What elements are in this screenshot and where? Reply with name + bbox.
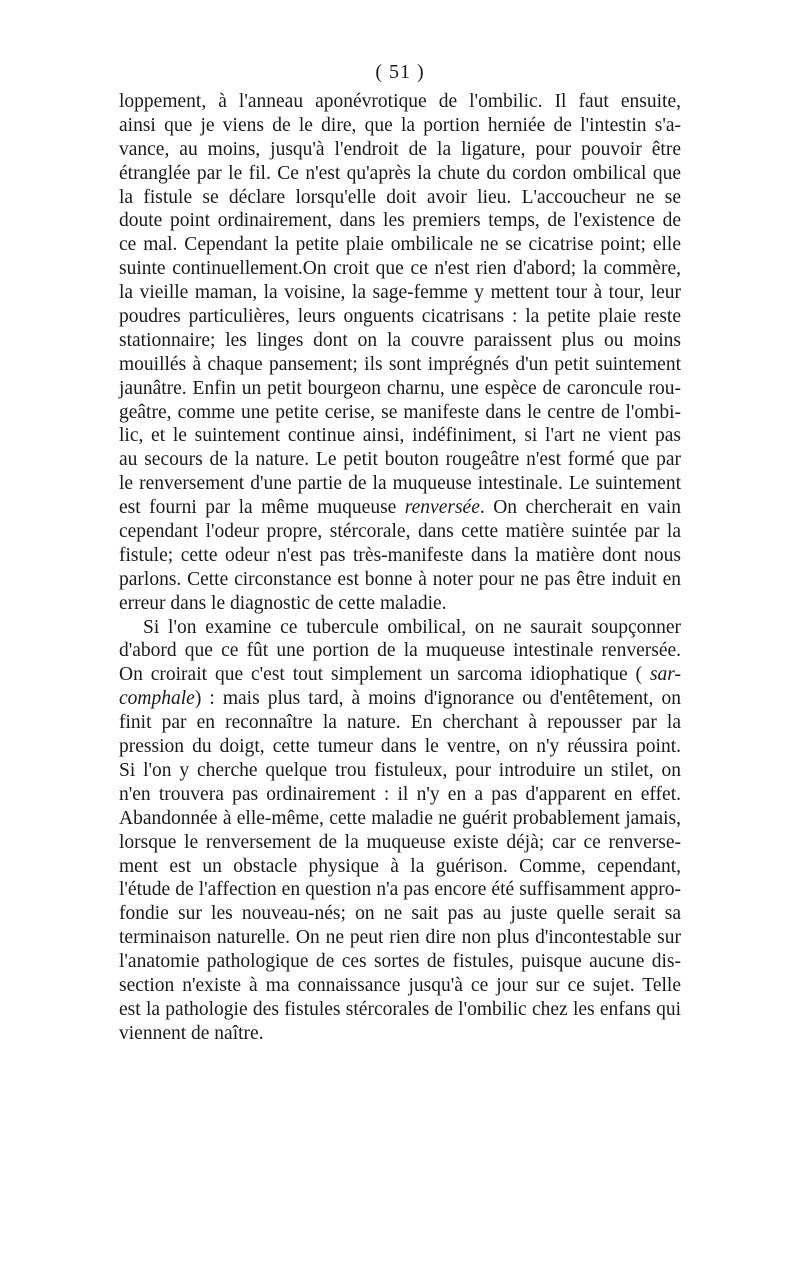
text-line: jaunâtre. Enfin un petit bourgeon charnu, une espèce de caroncule rou- [119, 377, 681, 399]
text-line: lic, et le suintement continue ainsi, indéfiniment, si l'art ne vient pas [119, 425, 681, 447]
text-line: cependant l'odeur propre, stércorale, dans cette matière suintée par la [119, 521, 681, 543]
italic-term: renversée [404, 497, 480, 519]
text-line: est la pathologie des fistules stércorales de l'ombilic chez les enfans qui [119, 998, 681, 1020]
text-line: terminaison naturelle. On ne peut rien dire non plus d'incontestable sur [119, 927, 681, 949]
text-line: fondie sur les nouveau-nés; on ne sait pas au juste quelle serait sa [119, 903, 681, 925]
text-line: stationnaire; les linges dont on la couvre paraissent plus ou moins [119, 329, 681, 351]
paragraph [119, 90, 681, 616]
text-line: suinte continuellement.On croit que ce n'est rien d'abord; la commère, [119, 258, 681, 280]
text-line: d'abord que ce fût une portion de la muqueuse intestinale renversée. [119, 640, 681, 662]
text-line: On croirait que c'est tout simplement un sarcoma idiophatique ( sar- [119, 664, 681, 686]
paragraph [119, 616, 681, 1046]
italic-term: comphale [119, 688, 195, 710]
text-line: la fistule se déclare lorsqu'elle doit avoir lieu. L'accoucheur ne se [119, 186, 681, 208]
text-line: mouillés à chaque pansement; ils sont imprégnés d'un petit suintement [119, 353, 681, 375]
text-line: ainsi que je viens de le dire, que la portion herniée de l'intestin s'a- [119, 114, 681, 136]
text-line: comphale) : mais plus tard, à moins d'ignorance ou d'entêtement, on [119, 688, 681, 710]
text-line: geâtre, comme une petite cerise, se manifeste dans le centre de l'ombi- [119, 401, 681, 423]
text-line: pression du doigt, cette tumeur dans le ventre, on n'y réussira point. [119, 736, 681, 758]
text-line: est fourni par la même muqueuse renversée. On chercherait en vain [119, 497, 681, 519]
text-line: loppement, à l'anneau aponévrotique de l'ombilic. Il faut ensuite, [119, 91, 681, 112]
text-line: Abandonnée à elle-même, cette maladie ne guérit probablement jamais, [119, 807, 681, 829]
text-line: lorsque le renversement de la muqueuse existe déjà; car ce renverse- [119, 831, 681, 853]
text-line: ment est un obstacle physique à la guérison. Comme, cependant, [119, 855, 681, 877]
text-line: la vieille maman, la voisine, la sage-femme y mettent tour à tour, leur [119, 282, 681, 304]
text-line: l'étude de l'affection en question n'a pas encore été suffisamment appro- [119, 879, 681, 901]
text-line: finit par en reconnaître la nature. En cherchant à repousser par la [119, 712, 681, 734]
text-line: parlons. Cette circonstance est bonne à noter pour ne pas être induit en [119, 568, 681, 590]
text-line: ce mal. Cependant la petite plaie ombilicale ne se cicatrise point; elle [119, 234, 681, 256]
text-line: erreur dans le diagnostic de cette maladie. [119, 592, 447, 614]
text-line: n'en trouvera pas ordinairement : il n'y en a pas d'apparent en effet. [119, 783, 681, 805]
page-number: ( 51 ) [375, 61, 425, 83]
text-line: au secours de la nature. Le petit bouton rougeâtre n'est formé que par [119, 449, 681, 471]
text-line: Si l'on examine ce tubercule ombilical, on ne saurait soupçonner [143, 616, 681, 638]
text-line: Si l'on y cherche quelque trou fistuleux, pour introduire un stilet, on [119, 759, 681, 781]
text-line: étranglée par le fil. Ce n'est qu'après la chute du cordon ombilical que [119, 162, 681, 184]
text-line: section n'existe à ma connaissance jusqu'à ce jour sur ce sujet. Telle [119, 974, 681, 996]
text-line: fistule; cette odeur n'est pas très-manifeste dans la matière dont nous [119, 544, 681, 566]
text-line: viennent de naître. [119, 1022, 264, 1044]
body-text [119, 90, 681, 1046]
italic-term: sar- [649, 664, 681, 686]
text-line: poudres particulières, leurs onguents cicatrisans : la petite plaie reste [119, 306, 681, 328]
text-line: vance, au moins, jusqu'à l'endroit de la ligature, pour pouvoir être [119, 138, 681, 160]
text-line: l'anatomie pathologique de ces sortes de fistules, puisque aucune dis- [119, 951, 681, 973]
text-line: le renversement d'une partie de la muqueuse intestinale. Le suintement [119, 473, 681, 495]
text-line: doute point ordinairement, dans les premiers temps, de l'existence de [119, 210, 681, 232]
